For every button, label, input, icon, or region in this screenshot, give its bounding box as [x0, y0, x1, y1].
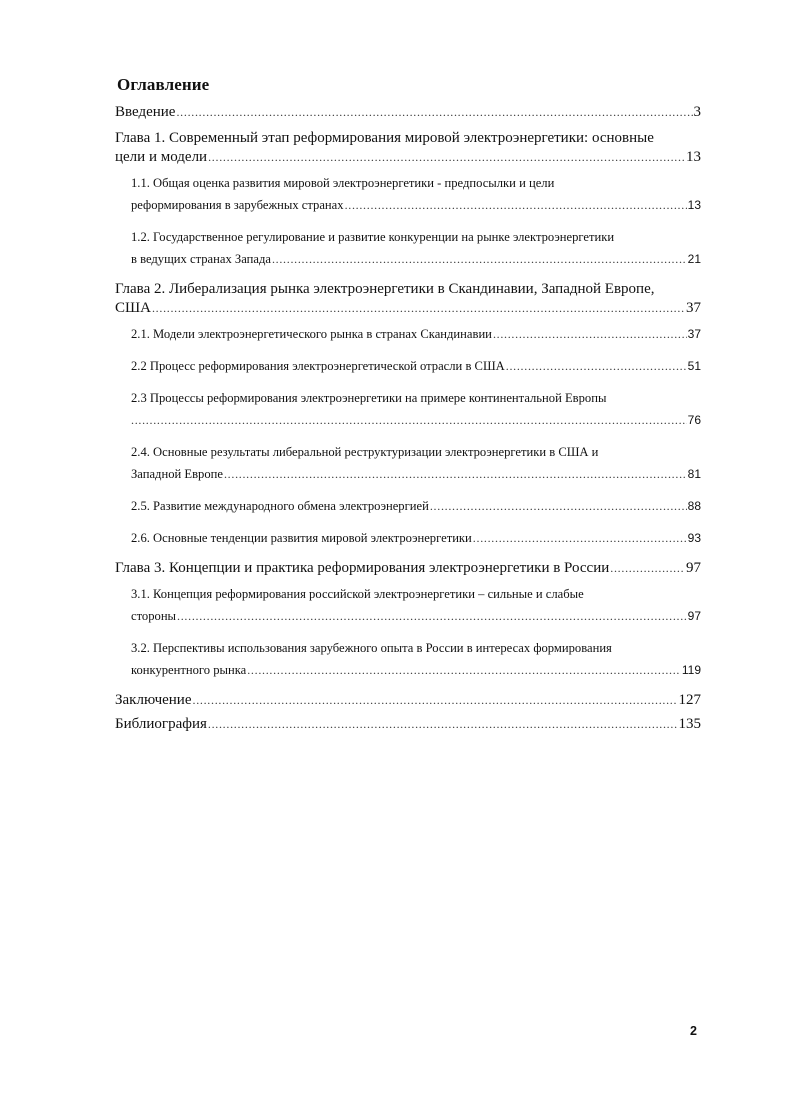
- toc-page-number: 88: [687, 499, 701, 513]
- toc-entry-title-continuation: реформирования в зарубежных странах: [131, 198, 344, 212]
- toc-page-number: 13: [686, 149, 701, 165]
- toc-entry-section-1-2[interactable]: [131, 226, 701, 270]
- toc-entry-last-line: [115, 559, 701, 578]
- toc-entry-title: Заключение: [115, 692, 192, 708]
- toc-entry-title-continuation: Западной Европе: [131, 467, 223, 481]
- toc-entry-title-continuation: стороны: [131, 609, 177, 623]
- toc-entry-last-line: [115, 103, 701, 122]
- toc-page-number: 97: [687, 609, 701, 623]
- toc-leader-dots: [345, 194, 687, 216]
- toc-leader-dots: [208, 715, 678, 734]
- toc-leader-dots: [272, 248, 687, 270]
- toc-entry-section-1-1[interactable]: [131, 172, 701, 216]
- toc-page-number: 81: [687, 467, 701, 481]
- toc-entry-title: Глава 1. Современный этап реформирования мировой электроэнергетики: основные: [115, 130, 654, 146]
- toc-entry-last-line: [115, 148, 701, 167]
- toc-entry-section-2-5[interactable]: [131, 495, 701, 517]
- toc-entry-title: 2.1. Модели электроэнергетического рынка в странах Скандинавии: [131, 327, 492, 341]
- toc-page-number: 97: [686, 560, 701, 576]
- toc-entry-title: 1.1. Общая оценка развития мировой электроэнергетики - предпосылки и цели: [131, 176, 555, 190]
- toc-entry-title: Введение: [115, 104, 176, 120]
- toc-leader-dots: [610, 559, 685, 578]
- toc-entry-last-line: [131, 323, 701, 345]
- toc-entry-last-line: [131, 605, 701, 627]
- toc-entry-title: Библиография: [115, 716, 207, 732]
- toc-entry-section-3-1[interactable]: [131, 583, 701, 627]
- toc-entry-section-2-4[interactable]: [131, 441, 701, 485]
- toc-entry-title: 2.4. Основные результаты либеральной реструктуризации электроэнергетики в США и: [131, 445, 599, 459]
- toc-page-number: 135: [678, 716, 701, 732]
- toc-page-number: 37: [686, 300, 701, 316]
- toc-leader-dots: [131, 409, 687, 431]
- toc-entry-last-line: [131, 355, 701, 377]
- toc-entry-last-line: [131, 248, 701, 270]
- toc-entry-title-continuation: цели и модели: [115, 149, 208, 165]
- toc-page-number: 3: [693, 104, 701, 120]
- toc-entry-title: 3.1. Концепция реформирования российской электроэнергетики – сильные и слабые: [131, 587, 584, 601]
- toc-entry-title: Глава 2. Либерализация рынка электроэнергетики в Скандинавии, Западной Европе,: [115, 281, 655, 297]
- toc-entry-last-line: [131, 409, 701, 431]
- toc-entry-section-2-2[interactable]: [131, 355, 701, 377]
- toc-heading: Оглавление: [117, 75, 210, 94]
- toc-page-number: 93: [687, 531, 701, 545]
- toc-entry-conclusion[interactable]: [115, 691, 701, 710]
- toc-entry-title-continuation: США: [115, 300, 151, 316]
- toc-leader-dots: [193, 691, 678, 710]
- toc-entry-last-line: [131, 659, 701, 681]
- toc-entry-title: 2.5. Развитие международного обмена электроэнергией: [131, 499, 429, 513]
- page-number: 2: [690, 1024, 697, 1038]
- table-of-contents: [115, 103, 701, 739]
- toc-entry-title: 2.6. Основные тенденции развития мировой электроэнергетики: [131, 531, 472, 545]
- toc-leader-dots: [473, 527, 687, 549]
- toc-entry-chapter-1[interactable]: [115, 129, 701, 167]
- toc-entry-bibliography[interactable]: [115, 715, 701, 734]
- toc-leader-dots: [506, 355, 687, 377]
- toc-page-number: 37: [687, 327, 701, 341]
- toc-entry-title: 2.2 Процесс реформирования электроэнергетической отрасли в США: [131, 359, 505, 373]
- toc-leader-dots: [177, 605, 687, 627]
- toc-entry-title: 1.2. Государственное регулирование и развитие конкуренции на рынке электроэнергетики: [131, 230, 615, 244]
- toc-entry-last-line: [115, 691, 701, 710]
- toc-entry-last-line: [115, 715, 701, 734]
- toc-entry-section-2-1[interactable]: [131, 323, 701, 345]
- toc-entry-last-line: [131, 495, 701, 517]
- toc-entry-last-line: [131, 527, 701, 549]
- toc-entry-section-3-2[interactable]: [131, 637, 701, 681]
- toc-page-number: 127: [678, 692, 701, 708]
- toc-entry-introduction[interactable]: [115, 103, 701, 122]
- toc-page-number: 21: [687, 252, 701, 266]
- toc-leader-dots: [224, 463, 687, 485]
- toc-leader-dots: [493, 323, 687, 345]
- toc-leader-dots: [247, 659, 681, 681]
- toc-entry-title-continuation: в ведущих странах Запада: [131, 252, 271, 266]
- toc-entry-last-line: [115, 299, 701, 318]
- toc-entry-title: 3.2. Перспективы использования зарубежного опыта в России в интересах формирования: [131, 641, 612, 655]
- toc-leader-dots: [430, 495, 687, 517]
- toc-entry-section-2-6[interactable]: [131, 527, 701, 549]
- toc-entry-title-continuation: конкурентного рынка: [131, 663, 247, 677]
- toc-leader-dots: [208, 148, 685, 167]
- toc-page-number: 119: [681, 663, 701, 677]
- toc-entry-chapter-3[interactable]: [115, 559, 701, 578]
- toc-page-number: 13: [687, 198, 701, 212]
- toc-leader-dots: [152, 299, 685, 318]
- toc-entry-chapter-2[interactable]: [115, 280, 701, 318]
- toc-entry-title: 2.3 Процессы реформирования электроэнергетики на примере континентальной Европы: [131, 391, 607, 405]
- toc-entry-last-line: [131, 194, 701, 216]
- toc-entry-title: Глава 3. Концепции и практика реформирования электроэнергетики в России: [115, 560, 610, 576]
- toc-leader-dots: [176, 103, 692, 122]
- toc-page-number: 76: [687, 413, 701, 427]
- toc-entry-section-2-3[interactable]: [131, 387, 701, 431]
- toc-entry-last-line: [131, 463, 701, 485]
- toc-page-number: 51: [687, 359, 701, 373]
